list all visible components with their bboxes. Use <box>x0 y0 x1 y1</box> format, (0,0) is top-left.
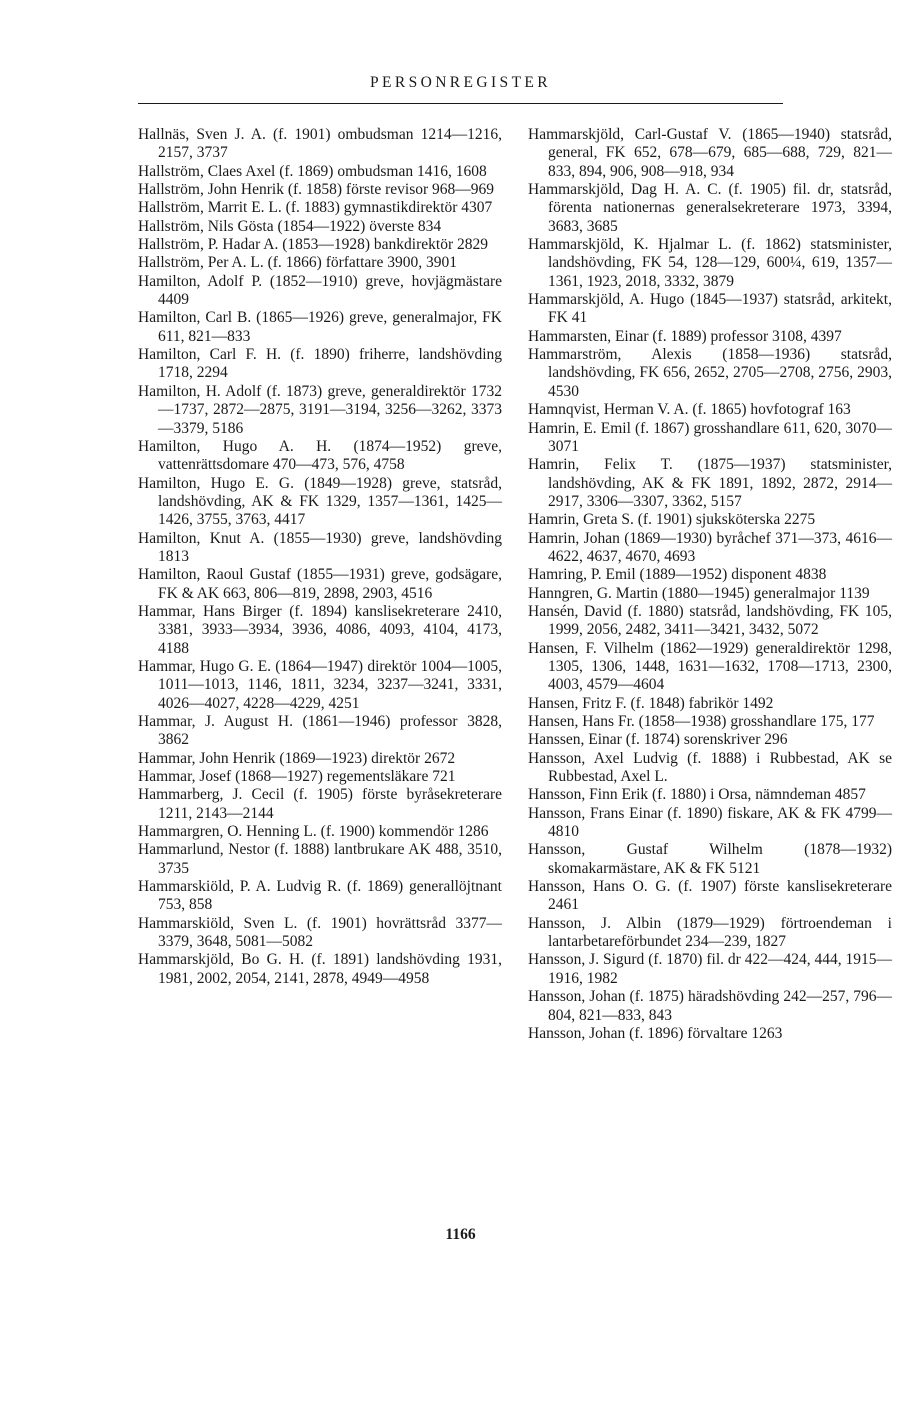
register-entry: Hamrin, Johan (1869—1930) byråchef 371—373, 4616—4622, 4637, 4670, 4693 <box>528 529 892 565</box>
register-entry: Hamilton, Hugo E. G. (1849—1928) greve, statsråd, landshövding, AK & FK 1329, 1357—1361, 1425—1426, 3755, 3763, 4417 <box>138 474 502 529</box>
register-entry: Hamilton, Raoul Gustaf (1855—1931) greve, godsägare, FK & AK 663, 806—819, 2898, 2903, 4516 <box>138 566 502 602</box>
page-number: 1166 <box>445 1226 476 1243</box>
register-entry: Hammargren, O. Henning L. (f. 1900) kommendör 1286 <box>138 823 489 841</box>
register-entry: Hammarskjöld, Carl-Gustaf V. (1865—1940) statsråd, general, FK 652, 678—679, 685—688, 729, 821—833, 894, 906, 908—918, 934 <box>528 126 892 180</box>
register-entry: Hamrin, E. Emil (f. 1867) grosshandlare 611, 620, 3070—3071 <box>528 419 892 455</box>
register-entry: Hamnqvist, Herman V. A. (f. 1865) hovfotograf 163 <box>528 401 851 419</box>
register-entry: Hansson, Gustaf Wilhelm (1878—1932) skomakarmästare, AK & FK 5121 <box>528 841 892 877</box>
register-entry: Hamring, P. Emil (1889—1952) disponent 4838 <box>528 566 827 584</box>
register-entry: Hansson, Hans O. G. (f. 1907) förste kanslisekreterare 2461 <box>528 878 892 914</box>
register-entry: Hanssen, Einar (f. 1874) sorenskriver 296 <box>528 731 788 749</box>
register-entry: Hansson, Johan (f. 1896) förvaltare 1263 <box>528 1024 783 1042</box>
register-entry: Hallström, Marrit E. L. (f. 1883) gymnastikdirektör 4307 <box>138 199 493 217</box>
running-header: PERSONREGISTER <box>369 74 552 91</box>
register-entry: Hammarlund, Nestor (f. 1888) lantbrukare AK 488, 3510, 3735 <box>138 841 502 877</box>
register-entry: Hammar, Josef (1868—1927) regementsläkare 721 <box>138 768 456 786</box>
register-entry: Hallström, P. Hadar A. (1853—1928) bankdirektör 2829 <box>138 236 488 254</box>
register-entry: Hammar, J. August H. (1861—1946) professor 3828, 3862 <box>138 713 502 749</box>
right-column <box>528 126 892 1043</box>
register-entry: Hallström, John Henrik (f. 1858) förste revisor 968—969 <box>138 181 495 199</box>
register-entry: Hamrin, Felix T. (1875—1937) statsminister, landshövding, AK & FK 1891, 1892, 2872, 2914—2917, 3306—3307, 3362, 5157 <box>528 456 892 510</box>
register-entry: Hammarsten, Einar (f. 1889) professor 3108, 4397 <box>528 327 842 345</box>
register-entry: Hamilton, Carl B. (1865—1926) greve, generalmajor, FK 611, 821—833 <box>138 309 502 345</box>
register-entry: Hansson, J. Albin (1879—1929) förtroendeman i lantarbetareförbundet 234—239, 1827 <box>528 914 892 951</box>
register-entry: Hansson, J. Sigurd (f. 1870) fil. dr 422—424, 444, 1915—1916, 1982 <box>528 951 892 987</box>
register-entry: Hanngren, G. Martin (1880—1945) generalmajor 1139 <box>528 584 870 602</box>
register-entry: Hammarberg, J. Cecil (f. 1905) förste byråsekreterare 1211, 2143—2144 <box>138 786 502 822</box>
register-entry: Hammar, John Henrik (1869—1923) direktör 2672 <box>138 749 456 767</box>
register-entry: Hansen, Hans Fr. (1858—1938) grosshandlare 175, 177 <box>528 713 875 730</box>
left-column <box>138 126 502 988</box>
register-entry: Hamilton, Hugo A. H. (1874—1952) greve, vattenrättsdomare 470—473, 576, 4758 <box>138 437 502 474</box>
register-entry: Hammar, Hans Birger (f. 1894) kanslisekreterare 2410, 3381, 3933—3934, 3936, 4086, 4093, 4104, 4173, 4188 <box>138 602 502 657</box>
register-entry: Hamrin, Greta S. (f. 1901) sjuksköterska 2275 <box>528 511 816 529</box>
register-entry: Hamilton, Knut A. (1855—1930) greve, landshövding 1813 <box>138 529 502 565</box>
register-entry: Hansson, Finn Erik (f. 1880) i Orsa, nämndeman 4857 <box>528 786 866 804</box>
register-entry: Hammarskiöld, P. A. Ludvig R. (f. 1869) generallöjtnant 753, 858 <box>138 878 502 914</box>
header-rule <box>138 103 783 104</box>
register-entry: Hansson, Johan (f. 1875) häradshövding 242—257, 796—804, 821—833, 843 <box>528 988 892 1024</box>
register-entry: Hammarström, Alexis (1858—1936) statsråd, landshövding, FK 656, 2652, 2705—2708, 2756, 2903, 4530 <box>528 346 892 400</box>
register-entry: Hammarskjöld, A. Hugo (1845—1937) statsråd, arkitekt, FK 41 <box>528 291 892 327</box>
register-entry: Hallström, Claes Axel (f. 1869) ombudsman 1416, 1608 <box>138 162 487 180</box>
register-entry: Hansen, Fritz F. (f. 1848) fabrikör 1492 <box>528 694 774 712</box>
register-entry: Hamilton, Adolf P. (1852—1910) greve, hovjägmästare 4409 <box>138 272 502 309</box>
register-entry: Hansén, David (f. 1880) statsråd, landshövding, FK 105, 1999, 2056, 2482, 3411—3421, 3432, 5072 <box>528 602 892 639</box>
register-entry: Hammar, Hugo G. E. (1864—1947) direktör 1004—1005, 1011—1013, 1146, 1811, 3234, 3237—3241, 3331, 4026—4027, 4228—4229, 4251 <box>138 657 502 712</box>
register-entry: Hallström, Nils Gösta (1854—1922) överste 834 <box>138 217 442 235</box>
register-entry: Hammarskiöld, Sven L. (f. 1901) hovrättsråd 3377—3379, 3648, 5081—5082 <box>138 914 502 951</box>
register-entry: Hansson, Frans Einar (f. 1890) fiskare, AK & FK 4799—4810 <box>528 804 892 841</box>
register-entry: Hansson, Axel Ludvig (f. 1888) i Rubbestad, AK se Rubbestad, Axel L. <box>528 749 892 786</box>
register-entry: Hammarskjöld, Bo G. H. (f. 1891) landshövding 1931, 1981, 2002, 2054, 2141, 2878, 4949—4958 <box>138 951 502 987</box>
register-entry: Hamilton, H. Adolf (f. 1873) greve, generaldirektör 1732—1737, 2872—2875, 3191—3194, 3256—3262, 3373—3379, 5186 <box>138 382 502 437</box>
register-entry: Hammarskjöld, K. Hjalmar L. (f. 1862) statsminister, landshövding, FK 54, 128—129, 600¼, 619, 1357—1361, 1923, 2018, 3332, 3879 <box>528 236 892 290</box>
register-entry: Hallnäs, Sven J. A. (f. 1901) ombudsman 1214—1216, 2157, 3737 <box>138 126 502 162</box>
register-entry: Hamilton, Carl F. H. (f. 1890) friherre, landshövding 1718, 2294 <box>138 346 502 382</box>
register-entry: Hallström, Per A. L. (f. 1866) författare 3900, 3901 <box>138 254 457 272</box>
register-entry: Hammarskjöld, Dag H. A. C. (f. 1905) fil. dr, statsråd, förenta nationernas generalsekreterare 1973, 3394, 3683, 3685 <box>528 181 892 235</box>
register-entry: Hansen, F. Vilhelm (1862—1929) generaldirektör 1298, 1305, 1306, 1448, 1631—1632, 1708—1713, 2300, 4003, 4579—4604 <box>528 639 892 694</box>
